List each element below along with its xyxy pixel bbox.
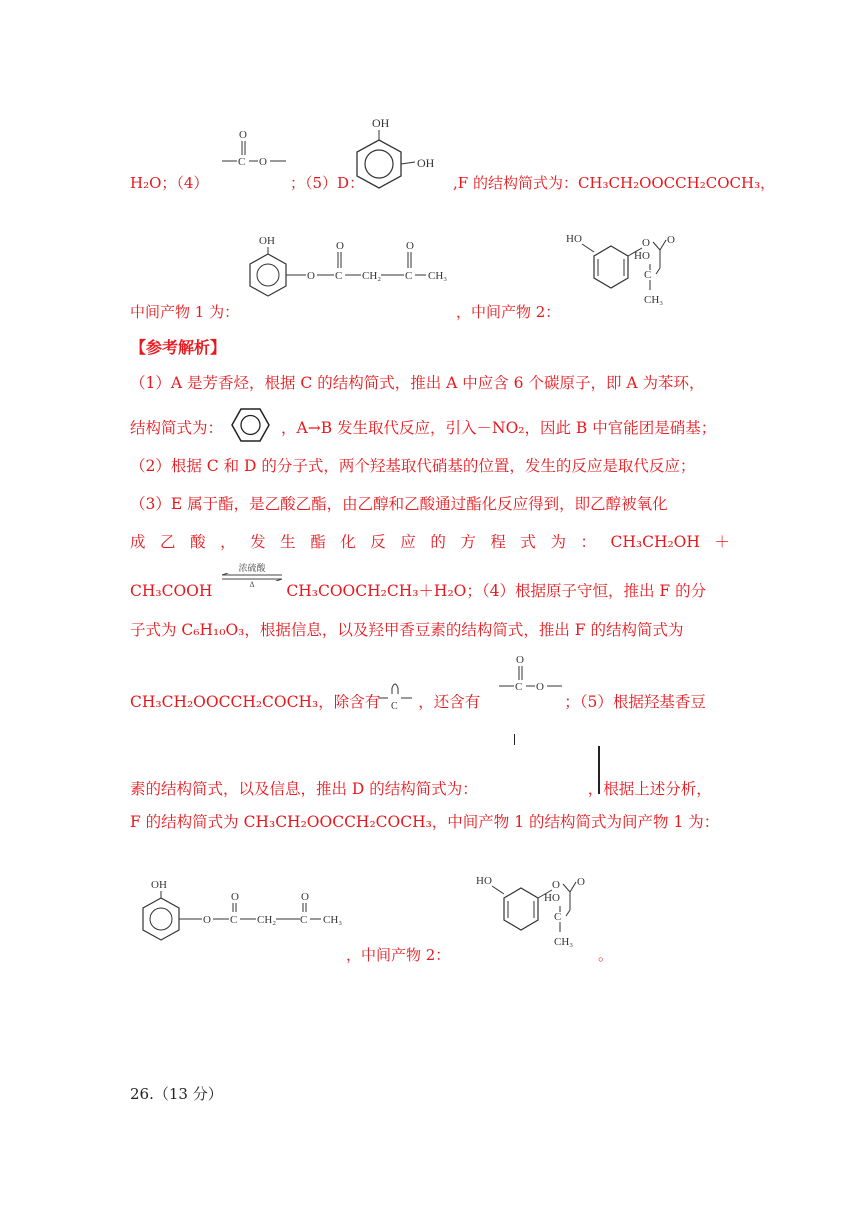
explanation-line-3: （2）根据 C 和 D 的分子式，两个羟基取代硝基的位置，发生的反应是取代反应； [130, 457, 696, 475]
explanation-line-6: CH₃COOH CH₃COOCH₂CH₃＋H₂O；（4）根据原子守恒，推出 F 的分 [130, 582, 707, 600]
svg-text:HO: HO [476, 875, 492, 887]
svg-text:C: C [554, 911, 562, 923]
svg-text:C: C [238, 156, 246, 168]
explanation-line-9: 素的结构简式，以及信息，推出 D 的结构简式为： ，根据上述分析， [130, 780, 712, 798]
svg-text:HO: HO [544, 892, 560, 904]
svg-text:O: O [301, 891, 309, 903]
question-number: 26.（13 分） [130, 1085, 223, 1103]
svg-text:OH: OH [417, 156, 435, 170]
svg-text:CH₃: CH₃ [644, 294, 664, 306]
answer-line-1 [130, 173, 208, 193]
answer-line-2b: ，中间产物 2： [456, 303, 561, 321]
svg-text:C: C [405, 270, 413, 282]
benzene-diagram [226, 402, 276, 448]
ester-group-diagram [218, 124, 290, 174]
condition-label: 浓硫酸 [238, 564, 266, 574]
svg-text:O: O [203, 914, 211, 926]
intermediate-2-diagram [564, 226, 694, 311]
svg-text:OH: OH [151, 879, 167, 891]
svg-text:O: O [667, 234, 675, 246]
explanation-line-1: （1）A 是芳香烃，根据 C 的结构简式，推出 A 中应含 6 个碳原子，即 A 为苯环， [130, 374, 705, 392]
svg-text:OH: OH [259, 235, 275, 247]
explanation-line-11a: ，中间产物 2： [346, 946, 451, 964]
explanation-line-4: （3）E 属于酯，是乙酸乙酯，由乙醇和乙酸通过酯化反应得到，即乙醇被氧化 [130, 495, 668, 513]
svg-text:CH₂: CH₂ [257, 914, 277, 926]
svg-text:O: O [577, 876, 585, 888]
svg-text:O: O [307, 270, 315, 282]
svg-text:HO: HO [566, 233, 582, 245]
svg-text:C: C [230, 914, 238, 926]
svg-text:O: O [336, 240, 344, 252]
svg-text:O: O [239, 129, 247, 141]
section-heading: 【参考解析】 [130, 338, 227, 357]
heat-symbol: Δ [249, 581, 255, 589]
explanation-line-5: 成 乙 酸 ， 发 生 酯 化 反 应 的 方 程 式 为 ： CH₃CH₂OH ＋ [130, 533, 730, 551]
svg-text:CH₃: CH₃ [554, 936, 574, 948]
explanation-line-7: 子式为 C₆H₁₀O₃，根据信息，以及羟甲香豆素的结构简式，推出 F 的结构简式为 [130, 621, 684, 639]
svg-text:CH₂: CH₂ [362, 270, 382, 282]
svg-text:O: O [231, 891, 239, 903]
ester-group-diagram-2 [496, 650, 568, 698]
svg-text:O: O [516, 654, 524, 666]
svg-text:C: C [391, 701, 398, 712]
intermediate-1-diagram [246, 230, 456, 302]
answer-line-1b: ；（5）D： [290, 174, 365, 192]
intermediate-1-diagram-2 [142, 874, 352, 946]
svg-text:O: O [536, 681, 544, 693]
svg-text:OH: OH [372, 116, 390, 130]
svg-text:O: O [406, 240, 414, 252]
divider-mark [514, 734, 515, 745]
svg-text:C: C [335, 270, 343, 282]
resorcinol-diagram [355, 114, 450, 194]
explanation-line-2: 结构简式为： ，A→B 发生取代反应，引入－NO₂，因此 B 中官能团是硝基； [130, 419, 717, 437]
answer-line-1c: ,F 的结构简式为：CH₃CH₂OOCCH₂COCH₃， [453, 174, 776, 192]
svg-text:HO: HO [634, 250, 650, 262]
answer-line-2a: 中间产物 1 为： [130, 303, 240, 321]
svg-text:C: C [300, 914, 308, 926]
svg-text:C: C [644, 269, 652, 281]
svg-text:O: O [642, 237, 650, 249]
svg-text:O: O [259, 156, 267, 168]
svg-text:CH₃: CH₃ [428, 270, 448, 282]
reaction-condition-arrow [220, 561, 284, 591]
explanation-line-8: CH₃CH₂OOCCH₂COCH₃，除含有 ，还含有 ；（5）根据羟基香豆 [130, 693, 706, 711]
svg-text:CH₃: CH₃ [323, 914, 343, 926]
svg-text:C: C [515, 681, 523, 693]
text-segment: H₂O；（4） [130, 174, 209, 192]
carbonyl-group-diagram [376, 676, 416, 710]
svg-text:O: O [552, 879, 560, 891]
explanation-line-11b: 。 [598, 946, 614, 964]
intermediate-2-diagram-2 [474, 868, 604, 953]
explanation-line-10: F 的结构简式为 CH₃CH₂OOCCH₂COCH₃，中间产物 1 的结构简式为间产物 1 为： [130, 813, 720, 831]
